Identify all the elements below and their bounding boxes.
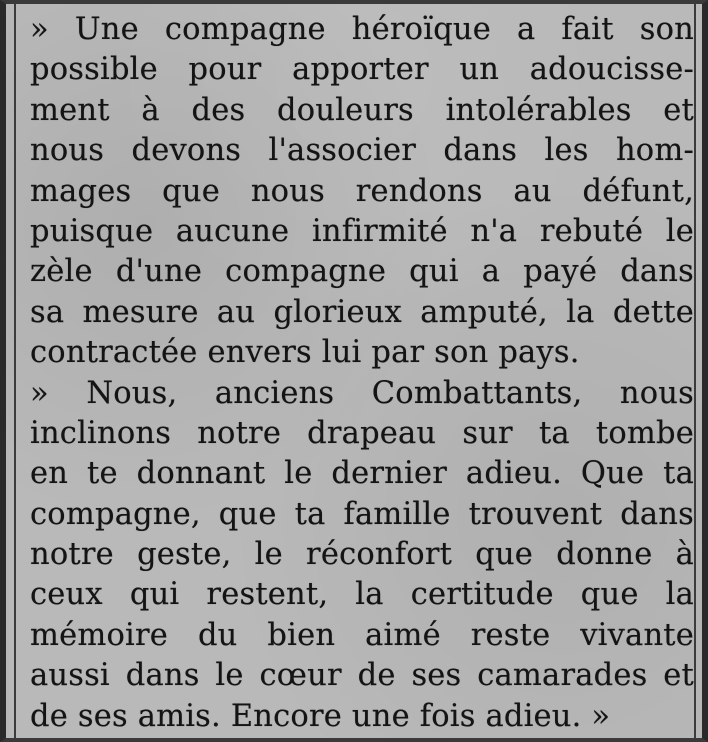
- text-line: contractée envers lui par son pays.: [30, 335, 580, 371]
- text-line: puisque aucune infirmité n'a rebuté le: [30, 213, 694, 249]
- text-line: zèle d'une compagne qui a payé dans: [30, 254, 694, 290]
- text-line: aussi dans le cœur de ses camarades et: [30, 658, 694, 694]
- text-line: ment à des douleurs intolérables et: [30, 92, 694, 128]
- text-line: possible pour apporter un adoucisse-: [30, 52, 694, 88]
- text-line: inclinons notre drapeau sur ta tombe: [30, 415, 694, 451]
- text-line: en te donnant le dernier adieu. Que ta: [30, 456, 694, 492]
- text-line: nous devons l'associer dans les hom-: [30, 133, 694, 169]
- text-line: sa mesure au glorieux amputé, la dette: [30, 294, 694, 330]
- text-line: notre geste, le réconfort que donne à: [30, 537, 694, 573]
- paragraph-2: [30, 374, 694, 738]
- column-rule-left: [14, 4, 16, 738]
- article-text: [30, 10, 694, 737]
- column-rule-right: [694, 4, 696, 738]
- text-line: de ses amis. Encore une fois adieu. »: [30, 698, 611, 734]
- text-line: ceux qui restent, la certitude que la: [30, 577, 694, 613]
- text-line: » Nous, anciens Combattants, nous: [30, 375, 694, 411]
- text-line: » Une compagne héroïque a fait son: [30, 12, 694, 47]
- text-line: compagne, que ta famille trouvent dans: [30, 496, 694, 532]
- text-line: mages que nous rendons au défunt,: [30, 173, 694, 209]
- paragraph-1: [30, 10, 694, 374]
- text-line: mémoire du bien aimé reste vivante: [30, 617, 694, 653]
